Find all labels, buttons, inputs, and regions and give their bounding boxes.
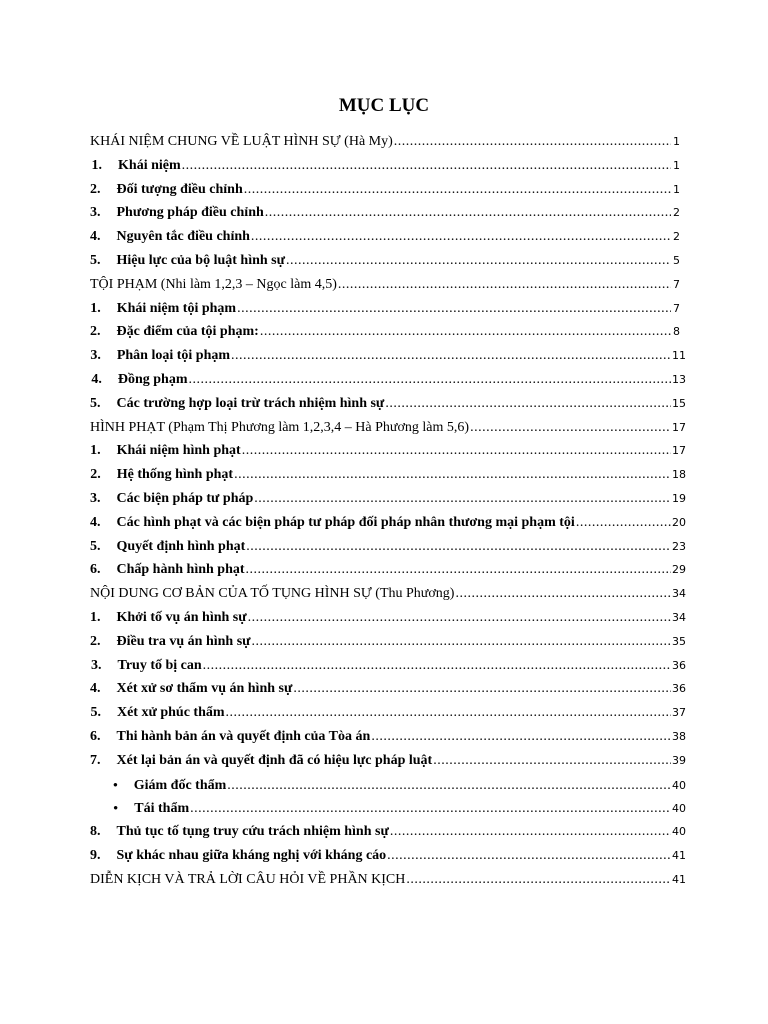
dot-leader [371, 725, 671, 749]
toc-item-number: 5. [90, 252, 101, 268]
toc-page-number: 40 [672, 778, 686, 792]
toc-item-number: 4. [90, 681, 101, 697]
toc-page-number: 41 [672, 848, 686, 862]
toc-page-number: 40 [672, 802, 686, 816]
toc-item-number: 5. [90, 705, 101, 721]
toc-item-text: Tái thẩm [134, 801, 190, 817]
dot-leader [251, 225, 671, 249]
toc-item-number: 2. [90, 324, 101, 340]
toc-item-text: Thủ tục tố tụng truy cứu trách nhiệm hình sự [116, 824, 389, 840]
toc-page-number: 5 [673, 253, 680, 267]
toc-item-text: Thi hành bản án và quyết định của Tòa án [116, 728, 371, 744]
dot-leader [390, 820, 671, 844]
toc-item-text: Đồng phạm [117, 371, 188, 387]
bullet-icon: • [113, 800, 118, 816]
toc-item[interactable] [90, 487, 686, 511]
dot-leader [248, 606, 671, 630]
dot-leader [576, 511, 671, 535]
toc-item-text: Các hình phạt và các biện pháp tư pháp đối pháp nhân thương mại phạm tội [116, 514, 575, 530]
toc-item-text: Khởi tố vụ án hình sự [116, 609, 247, 625]
toc-item[interactable] [90, 820, 686, 844]
dot-leader [242, 439, 671, 463]
toc-page-number: 37 [672, 706, 686, 720]
toc-item-text: Quyết định hình phạt [116, 538, 246, 554]
toc-item-text: Điều tra vụ án hình sự [116, 633, 251, 649]
toc-item[interactable] [90, 701, 686, 725]
toc-page-number: 36 [672, 658, 686, 672]
toc-item-text: Các biện pháp tư pháp [116, 490, 254, 506]
toc-page-number: 40 [672, 825, 686, 839]
toc-page-number: 17 [672, 444, 686, 458]
toc-page-number: 20 [672, 515, 686, 529]
toc-item-text: Giám đốc thẩm [133, 777, 227, 793]
toc-item-text: Khái niệm tội phạm [116, 300, 237, 316]
toc-item[interactable] [90, 154, 680, 178]
dot-leader [189, 368, 671, 392]
toc-item[interactable] [90, 439, 686, 463]
dot-leader [254, 487, 671, 511]
toc-page-number: 2 [673, 206, 680, 220]
table-of-contents [90, 130, 686, 892]
toc-item-text: KHÁI NIỆM CHUNG VỀ LUẬT HÌNH SỰ (Hà My) [90, 134, 393, 149]
toc-page-number: 1 [673, 135, 680, 148]
dot-leader [260, 320, 671, 344]
dot-leader [338, 273, 671, 297]
toc-page-number: 23 [672, 539, 686, 553]
dot-leader [455, 582, 671, 606]
toc-item[interactable] [90, 535, 686, 559]
toc-item-text: Phân loại tội phạm [116, 348, 231, 364]
toc-item[interactable] [90, 249, 680, 273]
toc-item-number: 2. [90, 633, 101, 649]
toc-item-number: 2. [90, 467, 101, 483]
toc-item-number: 3. [91, 657, 102, 673]
dot-leader [387, 844, 671, 868]
dot-leader [265, 201, 671, 225]
toc-item-number: 7. [90, 752, 101, 768]
dot-leader [433, 749, 671, 773]
toc-item-text: Khái niệm hình phạt [116, 443, 241, 459]
dot-leader [394, 130, 671, 154]
toc-item-number: 5. [90, 538, 101, 554]
toc-item-number: 4. [91, 371, 102, 387]
toc-page-number: 19 [672, 491, 686, 505]
toc-section-heading[interactable] [90, 582, 686, 606]
toc-page-number: 34 [672, 587, 686, 601]
toc-bullet-item[interactable] [90, 773, 686, 797]
dot-leader [182, 154, 671, 178]
toc-item-text: DIỄN KỊCH VÀ TRẢ LỜI CÂU HỎI VỀ PHẦN KỊCH [90, 871, 406, 887]
toc-item-text: NỘI DUNG CƠ BẢN CỦA TỐ TỤNG HÌNH SỰ (Thu Phương) [90, 586, 455, 602]
toc-item-number: 3. [90, 205, 101, 221]
toc-item[interactable] [90, 463, 686, 487]
toc-page-number: 2 [673, 230, 680, 244]
toc-page-number: 15 [672, 396, 686, 410]
toc-item[interactable] [90, 201, 680, 225]
toc-item-text: Đối tượng điều chỉnh [116, 181, 243, 197]
toc-item[interactable] [90, 392, 686, 416]
toc-page-number: 1 [673, 158, 680, 172]
toc-item-text: Chấp hành hình phạt [116, 562, 245, 578]
toc-item-text: Phương pháp điều chỉnh [116, 205, 264, 221]
dot-leader [190, 797, 671, 821]
toc-item[interactable] [90, 654, 686, 678]
toc-page-number: 7 [673, 301, 680, 315]
toc-item[interactable] [90, 178, 680, 202]
toc-item[interactable] [90, 725, 686, 749]
toc-item[interactable] [90, 677, 686, 701]
toc-item[interactable] [90, 749, 686, 773]
toc-item-number: 8. [90, 824, 101, 840]
toc-page-number: 29 [672, 563, 686, 577]
toc-page-number: 41 [672, 872, 686, 886]
toc-page-number: 34 [672, 610, 686, 624]
toc-item[interactable] [90, 297, 680, 321]
toc-section-heading[interactable] [90, 130, 680, 154]
toc-item-text: Đặc điểm của tội phạm: [116, 324, 259, 340]
toc-item-number: 1. [90, 609, 101, 625]
dot-leader [234, 463, 671, 487]
toc-page-number: 39 [672, 753, 686, 767]
toc-item[interactable] [90, 606, 686, 630]
dot-leader [246, 558, 671, 582]
toc-page-number: 36 [672, 682, 686, 696]
toc-section-heading[interactable] [90, 868, 686, 892]
toc-item-text: Xét xử phúc thẩm [116, 705, 225, 721]
toc-item[interactable] [90, 368, 686, 392]
toc-item[interactable] [90, 558, 686, 582]
toc-page-number: 18 [672, 468, 686, 482]
toc-item-text: Nguyên tắc điều chỉnh [116, 229, 250, 245]
toc-page-number: 8 [673, 325, 680, 339]
toc-item-number: 5. [90, 395, 101, 411]
toc-item[interactable] [90, 630, 686, 654]
toc-item-number: 6. [90, 562, 101, 578]
toc-item-text: Khái niệm [118, 157, 181, 173]
toc-item-text: Hệ thống hình phạt [116, 467, 234, 483]
toc-item-text: Sự khác nhau giữa kháng nghị với kháng cáo [116, 847, 387, 863]
dot-leader [227, 774, 671, 798]
dot-leader [286, 249, 671, 273]
toc-page-number: 35 [672, 634, 686, 648]
dot-leader [231, 344, 671, 368]
toc-item-number: 4. [90, 229, 101, 245]
toc-item-text: TỘI PHẠM (Nhi làm 1,2,3 – Ngọc làm 4,5) [90, 276, 337, 292]
dot-leader [406, 868, 671, 892]
dot-leader [246, 535, 671, 559]
dot-leader [237, 297, 671, 321]
toc-item-number: 2. [90, 181, 101, 197]
toc-item-text: Hiệu lực của bộ luật hình sự [116, 252, 286, 268]
toc-item-text: Xét lại bản án và quyết định đã có hiệu lực pháp luật [116, 752, 433, 768]
toc-item-text: Xét xử sơ thẩm vụ án hình sự [116, 681, 293, 697]
toc-page-number: 7 [673, 277, 680, 291]
toc-item[interactable] [90, 844, 686, 868]
dot-leader [293, 677, 671, 701]
dot-leader [252, 630, 671, 654]
toc-page-number: 38 [672, 729, 686, 743]
toc-item-number: 3. [90, 490, 101, 506]
dot-leader [385, 392, 671, 416]
page-title: MỤC LỤC [338, 95, 430, 116]
toc-section-heading[interactable] [90, 273, 680, 297]
bullet-icon: • [113, 776, 118, 792]
toc-page-number: 1 [673, 182, 680, 196]
toc-item-number: 3. [90, 348, 101, 364]
toc-item[interactable] [90, 344, 686, 368]
toc-section-heading[interactable] [90, 416, 686, 440]
toc-item-number: 6. [90, 728, 101, 744]
toc-item[interactable] [90, 511, 686, 535]
toc-item-text: Các trường hợp loại trừ trách nhiệm hình sự [116, 395, 385, 411]
toc-item-number: 9. [90, 847, 101, 863]
dot-leader [226, 701, 671, 725]
toc-item[interactable] [90, 225, 680, 249]
toc-item-text: Truy tố bị can [117, 657, 202, 673]
dot-leader [203, 654, 671, 678]
dot-leader [470, 416, 671, 440]
toc-page-number: 17 [672, 420, 686, 434]
toc-item-number: 1. [90, 300, 101, 316]
toc-item-number: 1. [91, 157, 103, 173]
toc-bullet-item[interactable] [90, 796, 686, 820]
toc-page-number: 11 [672, 349, 686, 363]
toc-item-text: HÌNH PHẠT (Phạm Thị Phương làm 1,2,3,4 – Hà Phương làm 5,6) [90, 419, 470, 435]
toc-page-number: 13 [672, 372, 686, 386]
toc-item[interactable] [90, 320, 680, 344]
dot-leader [244, 178, 671, 202]
toc-item-number: 4. [90, 514, 101, 530]
toc-item-number: 1. [90, 443, 101, 459]
